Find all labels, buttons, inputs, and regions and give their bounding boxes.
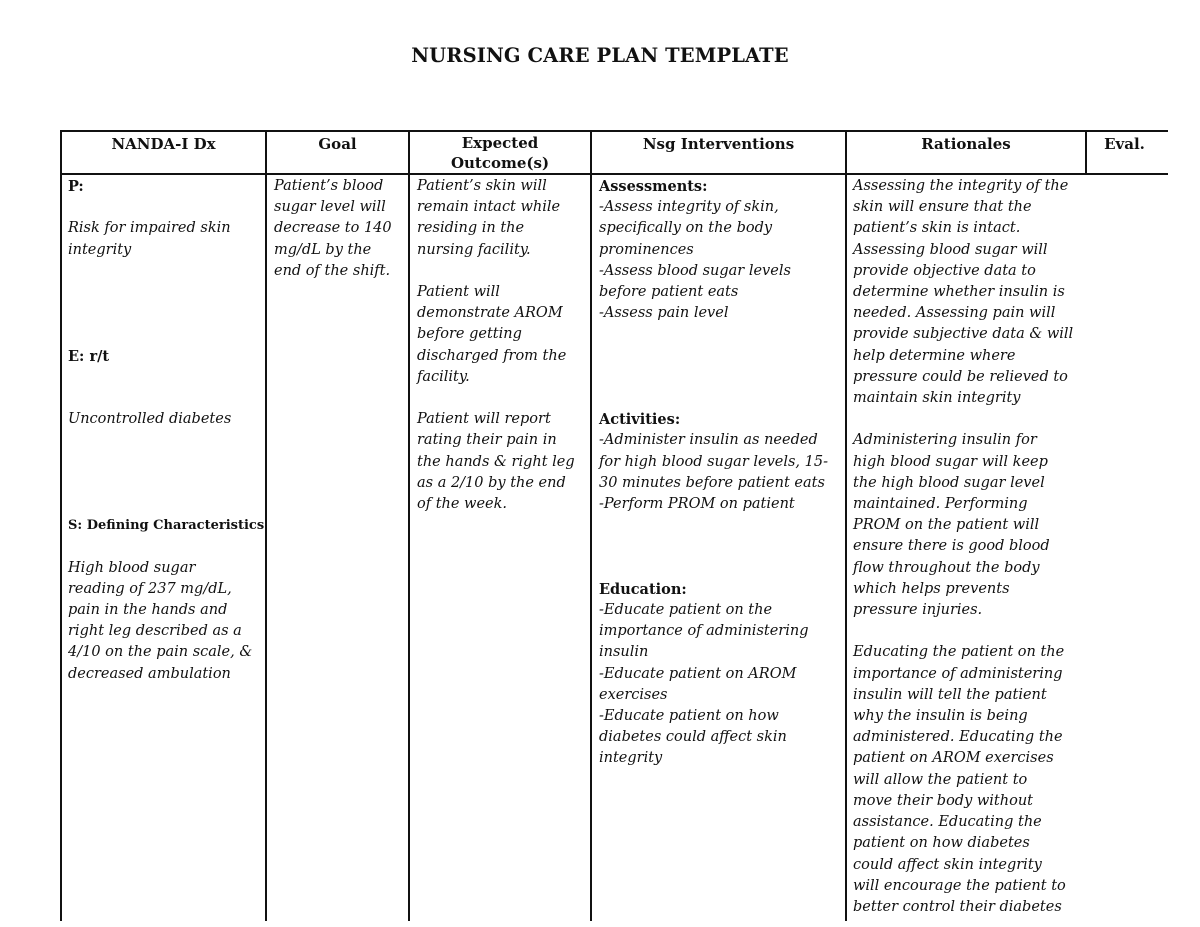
dx-cell: P: Risk for impaired skin integrity E: r/t Uncontrolled diabetes S: Defining Characteristics High blood sugar reading of 237 mg/dL, pain in the hands and right leg described as a 4/10 on the pain scale, & decreased ambulation	[68, 178, 265, 682]
header-rationales: Rationales	[921, 135, 1011, 153]
activities-label: Activities:	[599, 411, 681, 429]
header-eval: Eval.	[1104, 135, 1145, 153]
outcomes-cell: Patient’s skin will remain intact while residing in the nursing facility. Patient will demonstrate AROM before getting discharged from the facility. Patient will report rating their pain in the hands & right leg as a 2/10 by the end of the week.	[417, 178, 575, 513]
header-goal: Goal	[318, 135, 357, 153]
table-top-border	[60, 130, 1168, 132]
interventions-cell: Assessments: -Assess integrity of skin, specifically on the body prominences -Assess blood sugar levels before patient eats -Assess pain level Activities: -Administer insulin as needed for high blood sugar levels, 15- 30 minutes before patient eats -Perform PROM on patient Education: -Educate patient on the importance of administering insulin -Educate patient on AROM exercises -Educate patient on how diabetes could affect skin integrity	[599, 176, 845, 770]
header-nanda-dx: NANDA-I Dx	[111, 135, 216, 153]
column-divider	[845, 130, 847, 921]
column-divider	[590, 130, 592, 921]
assessments-label: Assessments:	[599, 178, 708, 195]
dx-s-label: S: Defining Characteristics	[68, 518, 265, 534]
dx-e-label: E: r/t	[68, 347, 110, 365]
rationales-cell: Assessing the integrity of the skin will ensure that the patient’s skin is intact. Assessing blood sugar will provide objective data to determine whether insulin is needed. Assessing pain will provide subjective data & will help determine where pressure could be relieved to maintain skin integrity Administering insulin for high blood sugar will keep the high blood sugar level maintained. Performing PROM on the patient will ensure there is good blood flow throughout the body which helps prevents pressure injuries. Educating the patient on the importance of administering insulin will tell the patient why the insulin is being administered. Educating the patient on AROM exercises will allow the patient to move their body without assistance. Educating the patient on how diabetes could affect skin integrity will encourage the patient to better control their diabetes	[853, 178, 1074, 915]
goal-cell: Patient’s blood sugar level will decrease to 140 mg/dL by the end of the shift.	[274, 178, 392, 279]
header-nsg-interventions: Nsg Interventions	[642, 135, 795, 153]
education-label: Education:	[599, 580, 687, 598]
dx-p-label: P:	[68, 178, 84, 195]
header-bottom-border	[60, 173, 1168, 175]
column-divider	[408, 130, 410, 921]
header-expected-outcomes: Expected Outcome(s)	[450, 134, 550, 172]
page-title: NURSING CARE PLAN TEMPLATE	[411, 44, 789, 67]
column-divider	[265, 130, 267, 921]
column-divider	[60, 130, 62, 921]
